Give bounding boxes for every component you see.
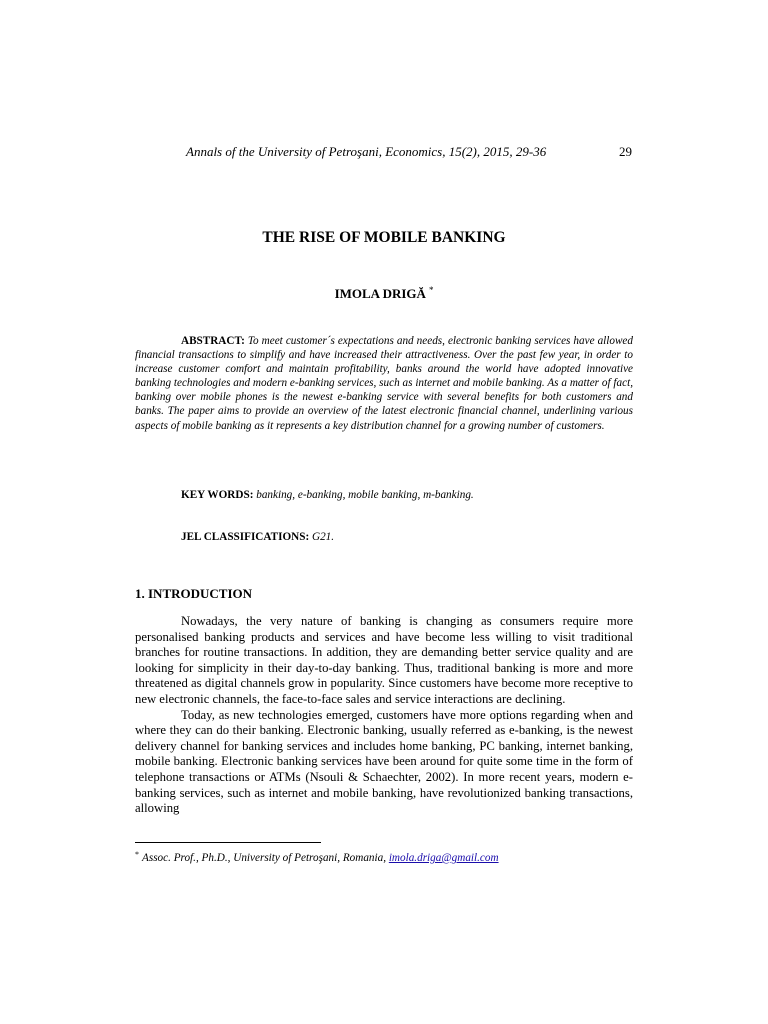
running-head <box>186 144 632 160</box>
author-footnote-marker[interactable]: * <box>428 285 434 295</box>
jel-label: JEL CLASSIFICATIONS: <box>181 531 310 543</box>
abstract-label: ABSTRACT: <box>181 335 245 347</box>
footnote <box>135 850 633 864</box>
footnote-marker: * <box>135 850 139 859</box>
body-paragraph: Today, as new technologies emerged, customers have more options regarding when and where they can do their banking. Electronic banking, usually referred as e-banking, is the newest delivery channel for banking services and includes home banking, PC banking, internet banking, mobile banking. Electronic banking services have been around for quite some time in the form of telephone transactions or ATMs (Nsouli & Schaechter, 2002). In more recent years, modern e-banking services, such as internet and mobile banking, have revolutionized banking transactions, allowing <box>135 707 633 816</box>
author-line <box>135 285 633 302</box>
section-body <box>135 614 633 817</box>
abstract <box>135 334 633 433</box>
jel-value: G21. <box>311 531 335 543</box>
journal-citation: Annals of the University of Petroşani, Economics, 15(2), 2015, 29-36 <box>186 144 547 159</box>
keywords-value: banking, e-banking, mobile banking, m-banking. <box>256 489 474 501</box>
author-name: IMOLA DRIGĂ <box>334 286 426 301</box>
body-paragraph: Nowadays, the very nature of banking is changing as consumers require more personalised banking products and services and have become less willing to visit traditional branches for routine transactions. In addition, they are demanding better service quality and are looking for simplicity in their day-to-day banking. Thus, traditional banking is more and more threatened as digital channels grow in popularity. Since customers have become more receptive to new electronic channels, the face-to-face sales and service interactions are declining. <box>135 614 633 706</box>
article-title: THE RISE OF MOBILE BANKING <box>262 229 506 246</box>
author-email-link[interactable]: imola.driga@gmail.com <box>388 852 499 864</box>
footnote-text: Assoc. Prof., Ph.D., University of Petroşani, Romania, <box>142 852 387 864</box>
footnote-divider <box>135 842 321 843</box>
abstract-text: To meet customer´s expectations and needs, electronic banking services have allowed financial transactions to simplify and have increased their attractiveness. Over the past few year, in order to increase customer comfort and maintain profitability, banks around the world have adopted innovative banking technologies and modern e-banking services, such as internet and mobile banking. As a matter of fact, banking over mobile phones is the newest e-banking service with several benefits for both customers and banks. The paper aims to provide an overview of the latest electronic financial channel, underlining various aspects of mobile banking as it represents a key distribution channel for a growing number of customers. <box>135 335 633 432</box>
jel-classifications <box>181 531 633 543</box>
keywords-label: KEY WORDS: <box>181 489 254 501</box>
section-heading: 1. INTRODUCTION <box>135 586 253 601</box>
keywords <box>181 489 633 501</box>
page-number: 29 <box>619 144 632 159</box>
